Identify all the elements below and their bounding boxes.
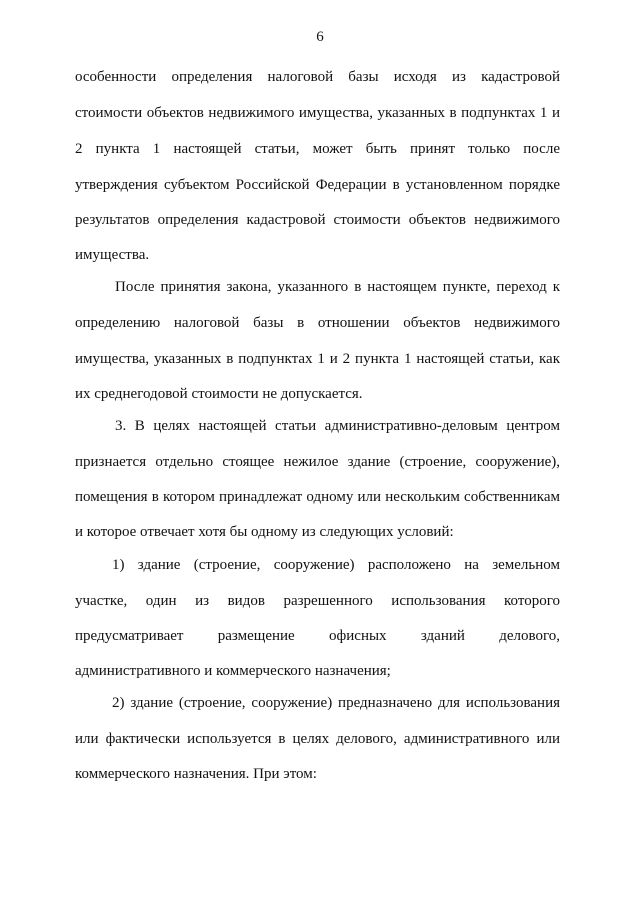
paragraph-2-line-1: После принятия закона, указанного в настоящем пункте, переход к [115,279,560,295]
subitem-1-line-1: 1) здание (строение, сооружение) расположено на земельном [112,557,560,573]
paragraph-1-line-2: стоимости объектов недвижимого имущества, указанных в подпунктах 1 и [75,105,560,121]
subitem-2-line-2: или фактически используется в целях делового, административного или [75,731,560,747]
subitem-1-line-2: участке, один из видов разрешенного использования которого [75,593,560,609]
paragraph-1-line-5: результатов определения кадастровой стоимости объектов недвижимого [75,212,560,228]
paragraph-3-line-4: и которое отвечает хотя бы одному из следующих условий: [75,524,454,540]
subitem-2-line-3: коммерческого назначения. При этом: [75,766,317,782]
paragraph-2-line-4: их среднегодовой стоимости не допускается. [75,386,363,402]
paragraph-3-line-1: 3. В целях настоящей статьи административно-деловым центром [115,418,560,434]
paragraph-1-line-1: особенности определения налоговой базы исходя из кадастровой [75,69,560,85]
paragraph-1-line-6: имущества. [75,247,150,263]
paragraph-3-line-3: помещения в котором принадлежат одному или нескольким собственникам [75,489,560,505]
paragraph-1-line-4: утверждения субъектом Российской Федерации в установленном порядке [75,177,560,193]
page-number: 6 [316,29,324,45]
subitem-2-line-1: 2) здание (строение, сооружение) предназначено для использования [112,695,560,711]
paragraph-2-line-3: имущества, указанных в подпунктах 1 и 2 пункта 1 настоящей статьи, как [75,351,560,367]
subitem-1-line-4: административного и коммерческого назначения; [75,663,391,679]
paragraph-1-line-3: 2 пункта 1 настоящей статьи, может быть принят только после [75,141,560,157]
paragraph-3-line-2: признается отдельно стоящее нежилое здание (строение, сооружение), [75,454,560,470]
paragraph-2-line-2: определению налоговой базы в отношении объектов недвижимого [75,315,560,331]
subitem-1-line-3: предусматривает размещение офисных зданий делового, [75,628,560,644]
